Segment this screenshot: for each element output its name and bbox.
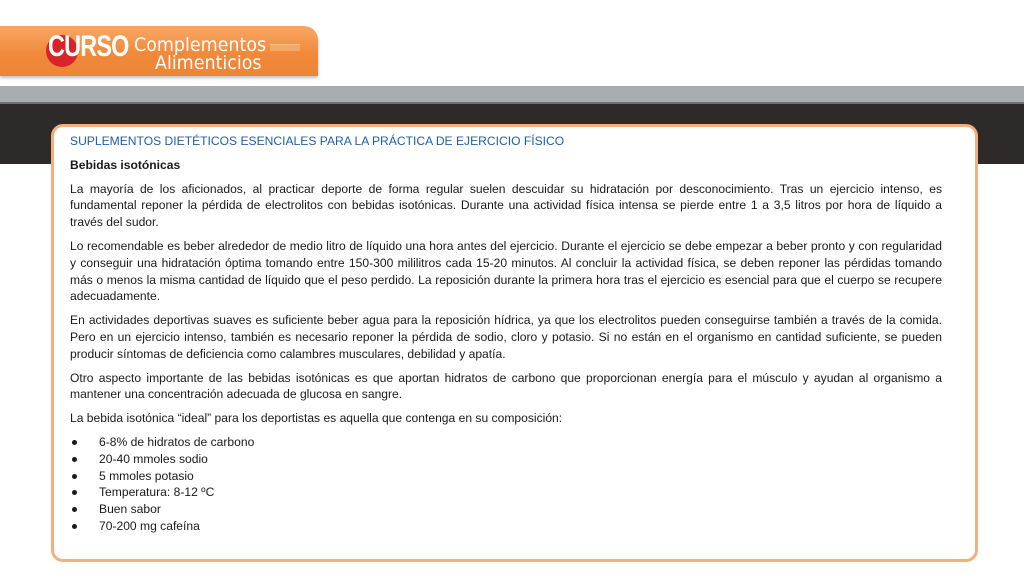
paragraph: Lo recomendable es beber alrededor de medio litro de líquido una hora antes del ejercicio. Durante el ejercicio se debe empezar a beber pronto y con regularidad y conseguir una hidratación óptima tomando entre 150-300 mililitros cada 15-20 minutos. Al concluir la actividad física, se deben reponer las pérdidas tomando más o menos la misma cantidad de líquido que el peso perdido. La reposición durante la primera hora tras el ejercicio es esencial para que el cuerpo se recupere adecuadamente. [70,238,942,304]
header-band-line [0,102,1024,104]
list-item [70,501,942,518]
bullet-icon [72,507,77,512]
list-item [70,518,942,535]
section-title: SUPLEMENTOS DIETÉTICOS ESENCIALES PARA LA PRÁCTICA DE EJERCICIO FÍSICO [70,134,565,148]
list-item-text: 20-40 mmoles sodio [99,451,208,466]
list-item-text: 5 mmoles potasio [99,468,194,483]
list-item-text: Buen sabor [99,502,161,517]
bullet-icon [72,524,77,529]
logo-title-line1: Complementos [134,34,267,56]
content-body [70,133,942,535]
logo-decoration [270,44,300,51]
list-item-text: Temperatura: 8-12 ºC [99,485,215,500]
list-item [70,484,942,501]
list-item-text: 70-200 mg cafeína [99,518,200,533]
list-item [70,434,942,451]
bullet-icon [72,490,77,495]
header-band-grey [0,86,1024,102]
paragraph: La mayoría de los aficionados, al practicar deporte de forma regular suelen descuidar su hidratación por desconocimiento. Tras un ejercicio intenso, es fundamental reponer la pérdida de electrolitos con bebidas isotónicas. Durante una actividad física intensa se pierde entre 1 a 3,5 litros por hora de líquido a través del sudor. [70,181,942,230]
paragraph: Otro aspecto importante de las bebidas isotónicas es que aportan hidratos de carbono que proporcionan energía para el músculo y ayudan al organismo a mantener una concentración adecuada de glucosa en sangre. [70,370,942,402]
bullet-icon [72,457,77,462]
logo-title-line2: Alimenticios [155,52,262,74]
logo-curso: CURSO [48,30,129,63]
list-item-text: 6-8% de hidratos de carbono [99,434,255,449]
list-item [70,451,942,468]
paragraph: En actividades deportivas suaves es suficiente beber agua para la reposición hídrica, ya que los electrolitos pueden conseguirse también a través de la comida. Pero en un ejercicio intenso, también es necesario reponer la pérdida de sodio, cloro y potasio. Si no están en el organismo en cantidad suficiente, se pueden producir síntomas de deficiencia como calambres musculares, debilidad y apatía. [70,313,942,361]
bullet-icon [72,474,77,479]
list-item [70,468,942,485]
paragraph: La bebida isotónica “ideal” para los deportistas es aquella que contenga en su composición: [70,411,563,426]
bullet-icon [72,440,77,445]
composition-list [70,434,942,535]
section-subtitle: Bebidas isotónicas [70,157,181,172]
